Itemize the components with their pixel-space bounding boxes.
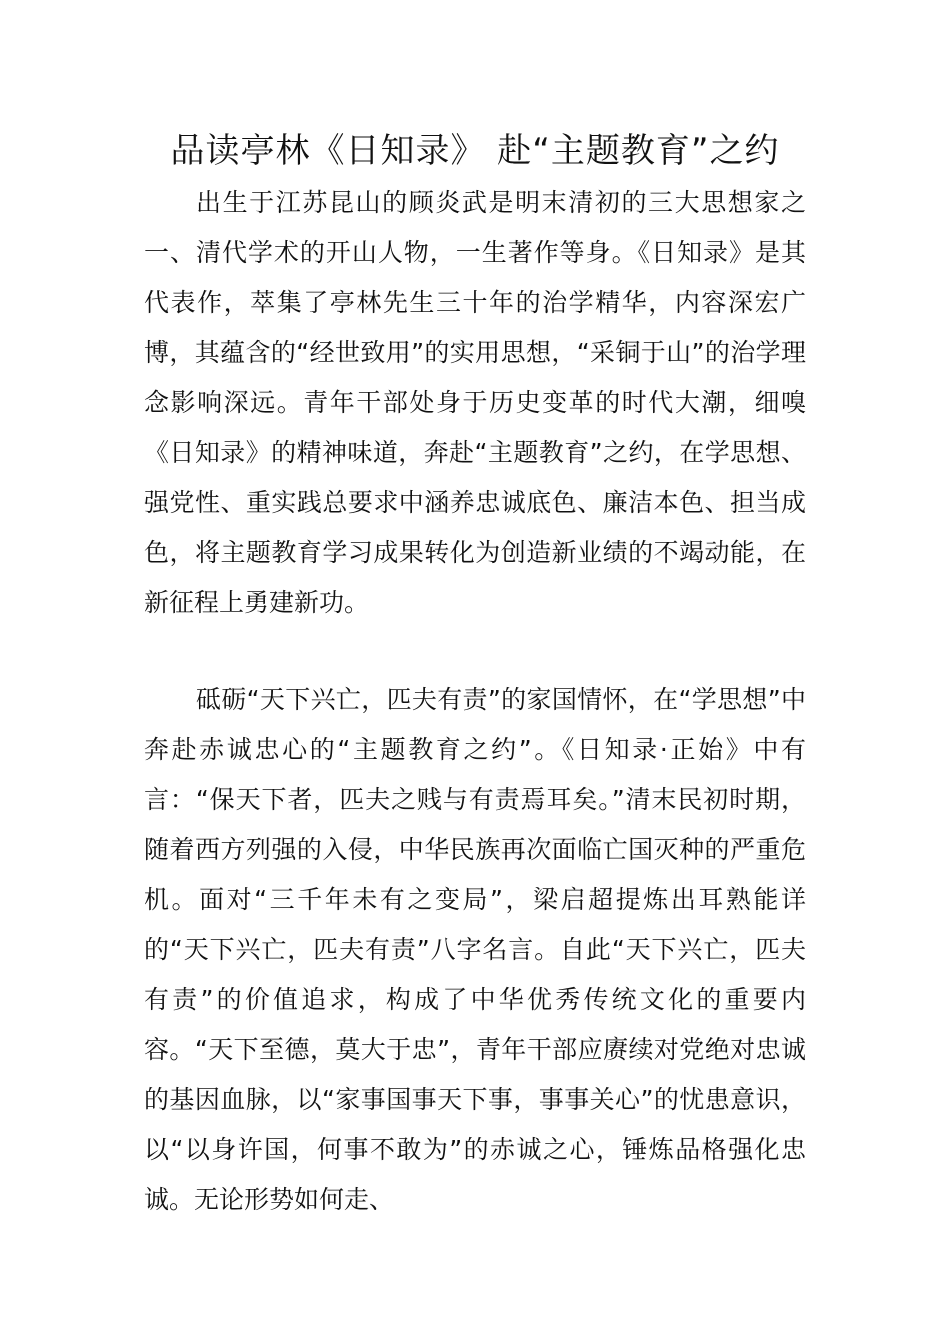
paragraph-loyalty: 砥砺“天下兴亡，匹夫有责”的家国情怀，在“学思想”中奔赴赤诚忠心的“主题教育之约”。《日知录·正始》中有言：“保天下者，匹夫之贱与有责焉耳矣。”清末民初时期，随着西方列强的入侵，中华民族再次面临亡国灭种的严重危机。面对“三千年未有之变局”，梁启超提炼出耳熟能详的“天下兴亡，匹夫有责”八字名言。自此“天下兴亡，匹夫有责”的价值追求，构成了中华优秀传统文化的重要内容。“天下至德，莫大于忠”，青年干部应赓续对党绝对忠诚的基因血脉，以“家事国事天下事，事事关心”的忧患意识，以“以身许国，何事不敢为”的赤诚之心，锤炼品格强化忠诚。无论形势如何走、 (144, 685, 806, 1214)
paragraph-intro: 出生于江苏昆山的顾炎武是明末清初的三大思想家之一、清代学术的开山人物，一生著作等身。《日知录》是其代表作，萃集了亭林先生三十年的治学精华，内容深宏广博，其蕴含的“经世致用”的实用思想，“采铜于山”的治学理念影响深远。青年干部处身于历史变革的时代大潮，细嗅《日知录》的精神味道，奔赴“主题教育”之约，在学思想、强党性、重实践总要求中涵养忠诚底色、廉洁本色、担当成色，将主题教育学习成果转化为创造新业绩的不竭动能，在新征程上勇建新功。 (144, 188, 806, 617)
document-title: 品读亭林《日知录》 赴“主题教育”之约 (170, 131, 780, 171)
